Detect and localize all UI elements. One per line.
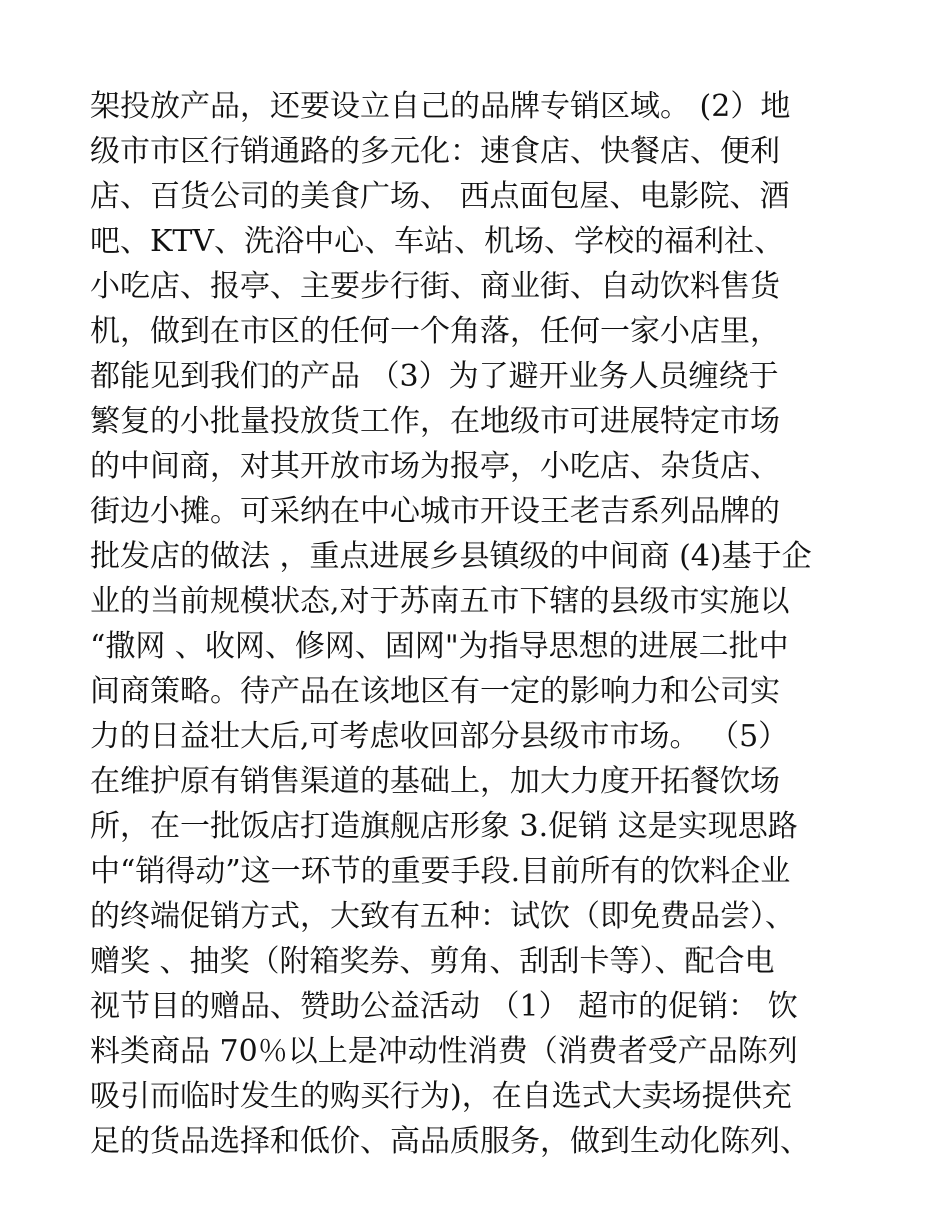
text-line: 级市市区行销通路的多元化：速食店、快餐店、便利 (90, 134, 780, 169)
text-line: 在维护原有销售渠道的基础上，加大力度开拓餐饮场 (90, 764, 780, 799)
text-line: 繁复的小批量投放货工作，在地级市可进展特定市场 (90, 404, 780, 439)
text-line: 店、百货公司的美食广场、 西点面包屋、电影院、酒 (90, 179, 790, 214)
text-line: “撒网 、收网、修网、固网"为指导思想的进展二批中 (90, 629, 789, 664)
text-line: 批发店的做法 ，重点进展乡县镇级的中间商 (4)基于企 (90, 539, 812, 574)
text-line: 中“销得动”这一环节的重要手段.目前所有的饮料企业 (90, 854, 791, 889)
text-line: 料类商品 70％以上是冲动性消费（消费者受产品陈列 (90, 1034, 798, 1069)
text-line: 的中间商，对其开放市场为报亭，小吃店、杂货店、 (90, 449, 780, 484)
text-line: 间商策略。待产品在该地区有一定的影响力和公司实 (90, 674, 780, 709)
text-line: 足的货品选择和低价、高品质服务，做到生动化陈列、 (90, 1124, 810, 1159)
text-line: 吸引而临时发生的购买行为)，在自选式大卖场提供充 (90, 1079, 792, 1114)
text-line: 赠奖 、抽奖（附箱奖券、剪角、刮刮卡等）、配合电 (90, 944, 775, 979)
text-line: 的终端促销方式，大致有五种：试饮（即免费品尝）、 (90, 899, 795, 934)
text-line: 吧、KTV、洗浴中心、车站、机场、学校的福利社、 (90, 224, 785, 259)
text-line: 视节目的赠品、赞助公益活动 （1） 超市的促销： 饮 (90, 989, 798, 1024)
text-line: 业的当前规模状态,对于苏南五市下辖的县级市实施以 (90, 584, 790, 619)
text-line: 街边小摊。可采纳在中心城市开设王老吉系列品牌的 (90, 494, 780, 529)
text-line: 架投放产品，还要设立自己的品牌专销区域。 (2）地 (90, 89, 791, 124)
text-line: 所，在一批饭店打造旗舰店形象 3.促销 这是实现思路 (90, 809, 798, 844)
text-line: 力的日益壮大后,可考虑收回部分县级市市场。 （5） (90, 719, 789, 754)
text-line: 小吃店、报亭、主要步行街、商业街、自动饮料售货 (90, 269, 780, 304)
body-text (90, 84, 870, 1164)
text-line: 都能见到我们的产品 （3）为了避开业务人员缠绕于 (90, 359, 779, 394)
text-line: 机，做到在市区的任何一个角落，任何一家小店里， (90, 314, 780, 349)
